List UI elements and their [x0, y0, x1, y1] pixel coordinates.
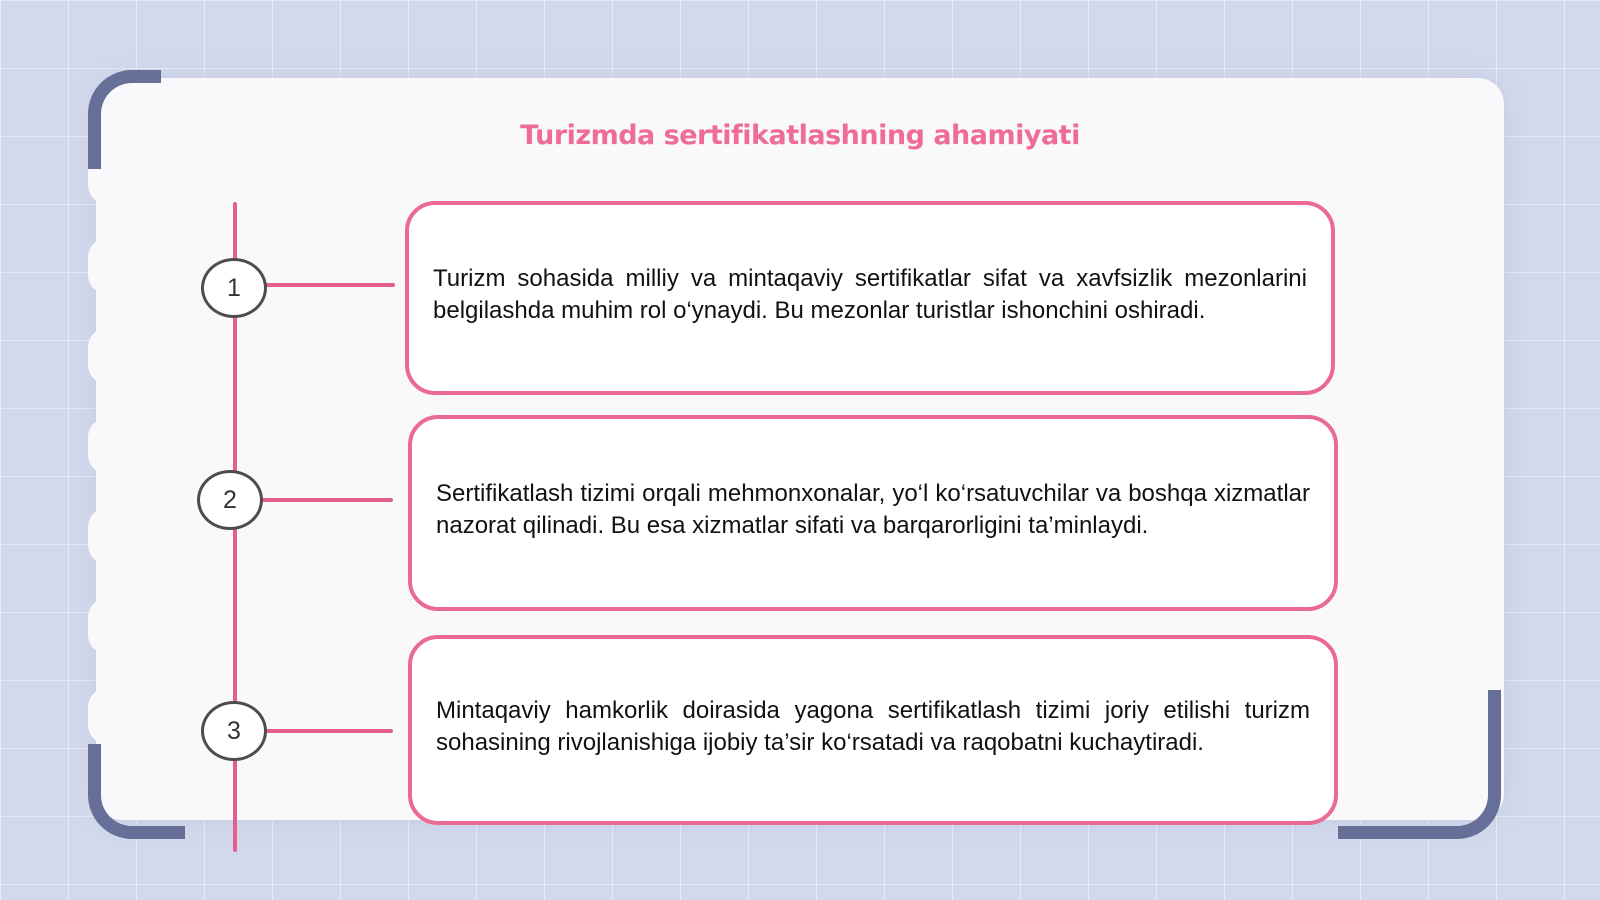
slide-title: Turizmda sertifikatlashning ahamiyati — [520, 120, 1080, 151]
paper-scallop — [88, 328, 126, 384]
step-number-marker: 2 — [197, 470, 263, 530]
step-number-marker: 3 — [201, 701, 267, 761]
corner-bracket-bottom-left — [88, 744, 185, 839]
card-text: Mintaqaviy hamkorlik doirasida yagona sertifikatlash tizimi joriy etilishi turizm sohasining rivojlanishiga ijobiy ta’sir ko‘rsatadi va raqobatni kuchaytiradi. — [436, 697, 1310, 756]
step-number-marker: 1 — [201, 258, 267, 318]
content-card — [408, 635, 1338, 825]
corner-bracket-bottom-right — [1338, 690, 1501, 839]
content-card — [408, 415, 1338, 611]
card-text: Turizm sohasida milliy va mintaqaviy sertifikatlar sifat va xavfsizlik mezonlarini belgilashda muhim rol o‘ynaydi. Bu mezonlar turistlar ishonchini oshiradi. — [433, 265, 1307, 324]
paper-scallop — [88, 598, 126, 654]
paper-scallop — [88, 418, 126, 474]
content-card — [405, 201, 1335, 395]
paper-scallop — [88, 688, 126, 744]
paper-scallop — [88, 508, 126, 564]
timeline-connector — [261, 498, 393, 502]
paper-scallop — [88, 238, 126, 294]
card-text: Sertifikatlash tizimi orqali mehmonxonalar, yo‘l ko‘rsatuvchilar va boshqa xizmatlar nazorat qilinadi. Bu esa xizmatlar sifati va barqarorligini ta’minlaydi. — [436, 480, 1310, 539]
timeline-connector — [265, 283, 395, 287]
timeline-connector — [265, 729, 393, 733]
